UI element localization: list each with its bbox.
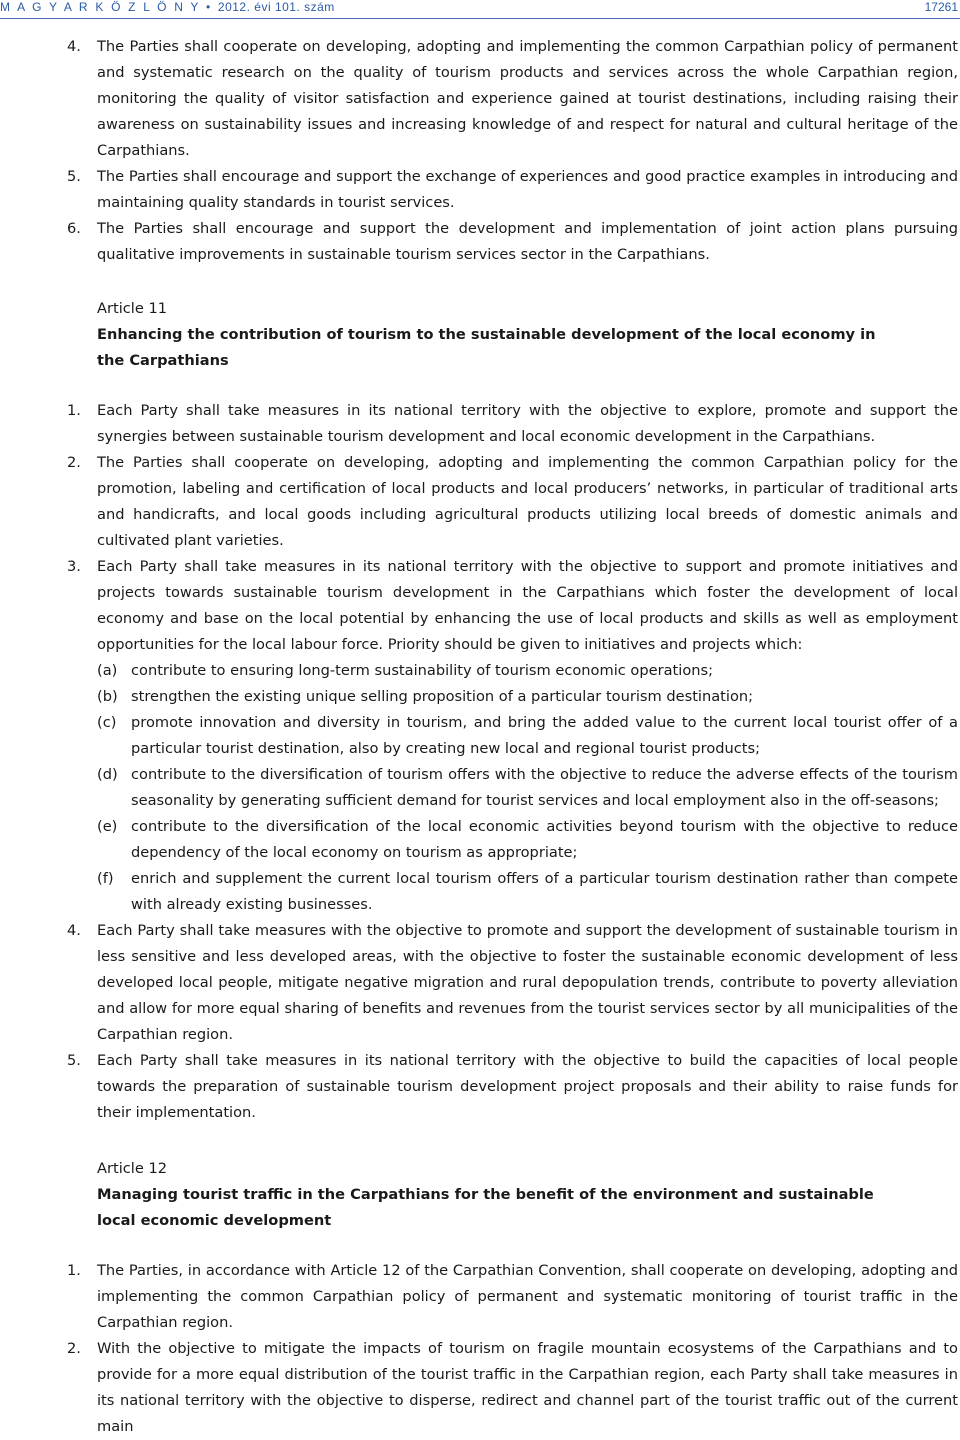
sub-item-label: (a) bbox=[97, 662, 118, 679]
sub-item-label: (e) bbox=[97, 818, 118, 835]
sub-list-item bbox=[0, 658, 960, 684]
item-text: The Parties shall cooperate on developing, adopting and implementing the common Carpathian policy for the promotion, labeling and certification of local products and local producers’ networks, in particular of traditional arts and handicrafts, and local goods including agricultural products utilizing local breeds of domestic animals and cultivated plant varieties. bbox=[97, 454, 958, 549]
item-number: 6. bbox=[67, 220, 81, 237]
article-11-header bbox=[0, 296, 960, 374]
document-body bbox=[0, 34, 960, 1440]
sub-item-text: strengthen the existing unique selling proposition of a particular tourism destination; bbox=[131, 688, 754, 705]
page-header bbox=[0, 0, 960, 19]
list-item bbox=[0, 34, 960, 164]
sub-item-label: (f) bbox=[97, 870, 114, 887]
sub-item-text: contribute to the diversification of the local economic activities beyond tourism with the objective to reduce dependency of the local economy on tourism as appropriate; bbox=[131, 818, 958, 861]
sub-item-label: (c) bbox=[97, 714, 117, 731]
list-item bbox=[0, 398, 960, 450]
issue-label: 2012. évi 101. szám bbox=[217, 0, 335, 14]
item-number: 4. bbox=[67, 922, 81, 939]
item-text: The Parties shall cooperate on developing, adopting and implementing the common Carpathian policy of permanent and systematic research on the quality of tourism products and services across the whole Carpathian region, monitoring the quality of visitor satisfaction and experience gained at tourist destinations, including raising their awareness on sustainability issues and increasing knowledge of and respect for natural and cultural heritage of the Carpathians. bbox=[97, 38, 958, 159]
list-item bbox=[0, 918, 960, 1048]
article-12-header bbox=[0, 1156, 960, 1234]
sub-item-label: (b) bbox=[97, 688, 118, 705]
list-item bbox=[0, 1258, 960, 1336]
running-header bbox=[0, 0, 335, 14]
sub-item-text: contribute to ensuring long-term sustainability of tourism economic operations; bbox=[131, 662, 714, 679]
sub-item-text: contribute to the diversification of tourism offers with the objective to reduce the adverse effects of the tourism seasonality by generating sufficient demand for tourist services and local employment also in the off-seasons; bbox=[131, 766, 958, 809]
item-text: The Parties shall encourage and support the exchange of experiences and good practice examples in introducing and maintaining quality standards in tourist services. bbox=[97, 168, 958, 211]
list-item bbox=[0, 216, 960, 268]
article-title: Article 12 bbox=[97, 1160, 168, 1177]
item-text: Each Party shall take measures in its national territory with the objective to build the capacities of local people towards the preparation of sustainable tourism development project proposals and their ability to raise funds for their implementation. bbox=[97, 1052, 958, 1121]
item-text: The Parties shall encourage and support the development and implementation of joint action plans pursuing qualitative improvements in sustainable tourism services sector in the Carpathians. bbox=[97, 220, 958, 263]
item-text: With the objective to mitigate the impacts of tourism on fragile mountain ecosystems of the Carpathians and to provide for a more equal distribution of the tourist traffic in the Carpathian region, each Party shall take measures in its national territory with the objective to disperse, redirect and channel part of the tourist traffic out of the current main bbox=[97, 1340, 958, 1435]
header-bullet: • bbox=[205, 0, 213, 14]
article-heading: Enhancing the contribution of tourism to the sustainable development of the local economy in the Carpathians bbox=[97, 326, 876, 369]
item-text: The Parties, in accordance with Article 12 of the Carpathian Convention, shall cooperate on developing, adopting and implementing the common Carpathian policy of permanent and systematic monitoring of tourist traffic in the Carpathian region. bbox=[97, 1262, 958, 1331]
item-number: 2. bbox=[67, 1340, 81, 1357]
journal-title: M A G Y A R K Ö Z L Ö N Y bbox=[0, 0, 201, 14]
item-number: 4. bbox=[67, 38, 81, 55]
article-heading: Managing tourist traffic in the Carpathians for the benefit of the environment and sustainable local economic development bbox=[97, 1186, 874, 1229]
sub-list-item bbox=[0, 866, 960, 918]
sub-item-text: enrich and supplement the current local tourism offers of a particular tourism destination rather than compete with already existing businesses. bbox=[131, 870, 958, 913]
sub-item-text: promote innovation and diversity in tourism, and bring the added value to the current local tourist offer of a particular tourist destination, also by creating new local and regional tourist products; bbox=[131, 714, 958, 757]
item-text: Each Party shall take measures in its national territory with the objective to explore, promote and support the synergies between sustainable tourism development and local economic development in the Carpathians. bbox=[97, 402, 958, 445]
item-number: 1. bbox=[67, 402, 81, 419]
sub-item-label: (d) bbox=[97, 766, 118, 783]
list-item bbox=[0, 1336, 960, 1440]
sub-list-item bbox=[0, 762, 960, 814]
list-item bbox=[0, 450, 960, 554]
sub-list-item bbox=[0, 814, 960, 866]
item-number: 5. bbox=[67, 168, 81, 185]
item-number: 5. bbox=[67, 1052, 81, 1069]
page-number: 17261 bbox=[924, 0, 958, 14]
item-text: Each Party shall take measures in its national territory with the objective to support and promote initiatives and projects towards sustainable tourism development in the Carpathians which foster the development of local economy and base on the local potential by enhancing the use of local products and skills as well as employment opportunities for the local labour force. Priority should be given to initiatives and projects which: bbox=[97, 558, 958, 653]
list-item bbox=[0, 164, 960, 216]
item-text: Each Party shall take measures with the objective to promote and support the development of sustainable tourism in less sensitive and less developed areas, with the objective to foster the sustainable economic development of less developed local people, mitigate negative migration and rural depopulation trends, contribute to poverty alleviation and allow for more equal sharing of benefits and revenues from the tourist services sector by all municipalities of the Carpathian region. bbox=[97, 922, 958, 1043]
article-title: Article 11 bbox=[97, 300, 168, 317]
item-number: 1. bbox=[67, 1262, 81, 1279]
item-number: 3. bbox=[67, 558, 81, 575]
item-number: 2. bbox=[67, 454, 81, 471]
list-item bbox=[0, 554, 960, 658]
list-item bbox=[0, 1048, 960, 1126]
sub-list-item bbox=[0, 684, 960, 710]
sub-list-item bbox=[0, 710, 960, 762]
